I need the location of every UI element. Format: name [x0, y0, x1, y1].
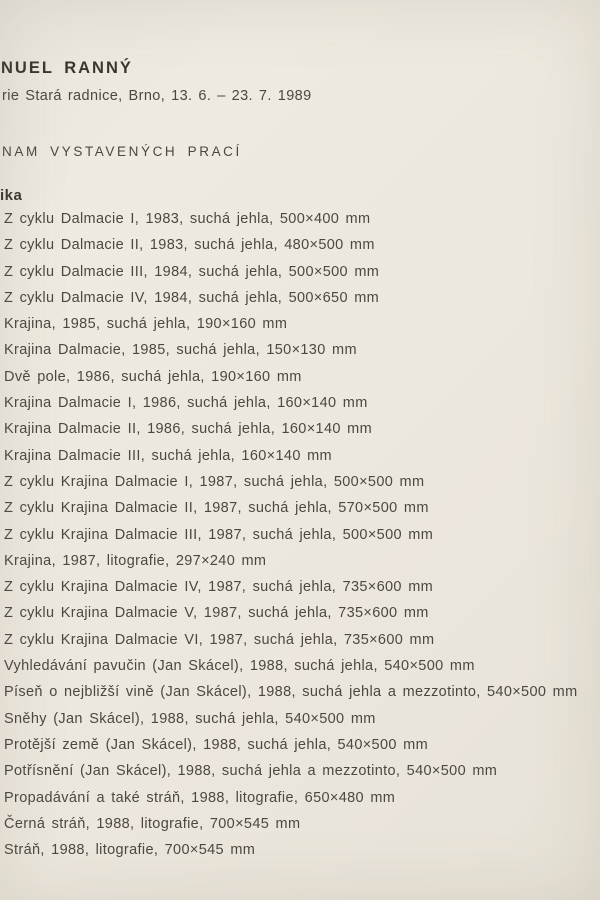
work-item: Z cyklu Krajina Dalmacie III, 1987, suchá jehla, 500×500 mm — [4, 526, 434, 543]
work-item: Krajina, 1985, suchá jehla, 190×160 mm — [4, 316, 288, 333]
work-item: Krajina Dalmacie I, 1986, suchá jehla, 160×140 mm — [4, 395, 368, 412]
works-list-section-heading: NAM VYSTAVENÝCH PRACÍ — [2, 144, 242, 159]
work-item: Píseň o nejbližší vině (Jan Skácel), 1988, suchá jehla a mezzotinto, 540×500 mm — [4, 684, 578, 701]
works-list — [4, 206, 600, 863]
work-item: Z cyklu Dalmacie I, 1983, suchá jehla, 500×400 mm — [4, 211, 371, 227]
work-item: Z cyklu Dalmacie IV, 1984, suchá jehla, 500×650 mm — [4, 289, 380, 306]
work-item: Protější země (Jan Skácel), 1988, suchá jehla, 540×500 mm — [4, 736, 429, 753]
work-item: Černá stráň, 1988, litografie, 700×545 mm — [4, 815, 301, 832]
work-item: Z cyklu Krajina Dalmacie IV, 1987, suchá jehla, 735×600 mm — [4, 579, 434, 596]
work-item: Z cyklu Krajina Dalmacie VI, 1987, suchá jehla, 735×600 mm — [4, 631, 435, 648]
category-heading: ika — [0, 187, 23, 204]
work-item: Vyhledávání pavučin (Jan Skácel), 1988, suchá jehla, 540×500 mm — [4, 658, 475, 675]
artist-name-heading: NUEL RANNÝ — [1, 59, 133, 77]
work-item: Z cyklu Krajina Dalmacie II, 1987, suchá jehla, 570×500 mm — [4, 500, 429, 517]
work-item: Stráň, 1988, litografie, 700×545 mm — [4, 842, 256, 859]
work-item: Z cyklu Dalmacie II, 1983, suchá jehla, 480×500 mm — [4, 237, 375, 254]
work-item: Potřísnění (Jan Skácel), 1988, suchá jehla a mezzotinto, 540×500 mm — [4, 763, 498, 780]
exhibition-venue-dates: rie Stará radnice, Brno, 13. 6. – 23. 7. 1989 — [2, 88, 312, 104]
work-item: Krajina Dalmacie II, 1986, suchá jehla, 160×140 mm — [4, 421, 373, 438]
work-item: Z cyklu Krajina Dalmacie V, 1987, suchá jehla, 735×600 mm — [4, 605, 429, 622]
work-item: Krajina Dalmacie, 1985, suchá jehla, 150×130 mm — [4, 342, 357, 359]
work-item: Z cyklu Krajina Dalmacie I, 1987, suchá jehla, 500×500 mm — [4, 473, 425, 490]
work-item: Krajina, 1987, litografie, 297×240 mm — [4, 552, 267, 569]
work-item: Krajina Dalmacie III, suchá jehla, 160×140 mm — [4, 447, 332, 464]
work-item: Dvě pole, 1986, suchá jehla, 190×160 mm — [4, 368, 302, 385]
work-item: Sněhy (Jan Skácel), 1988, suchá jehla, 540×500 mm — [4, 710, 376, 727]
work-item: Propadávání a také stráň, 1988, litografie, 650×480 mm — [4, 789, 396, 806]
work-item: Z cyklu Dalmacie III, 1984, suchá jehla, 500×500 mm — [4, 263, 380, 280]
